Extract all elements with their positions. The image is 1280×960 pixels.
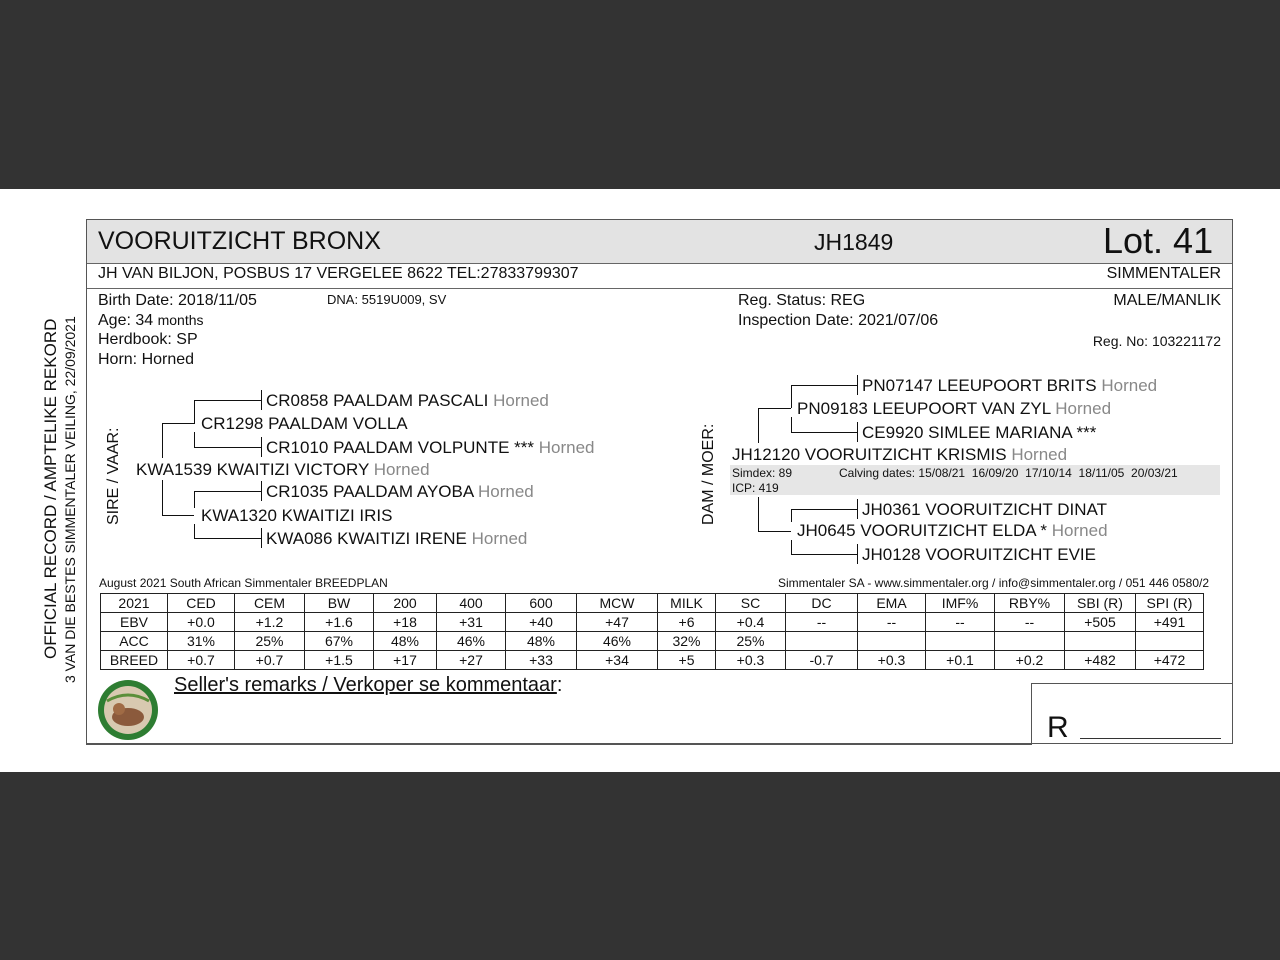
table-cell: 46%: [577, 632, 658, 651]
table-cell: +6: [658, 613, 716, 632]
pedigree-name: CR1010 PAALDAM VOLPUNTE ***: [266, 438, 535, 457]
table-cell: +0.7: [168, 651, 235, 670]
price-field[interactable]: [1047, 711, 1069, 745]
calving-dates: [839, 466, 1178, 480]
dam-dam: [797, 521, 1108, 541]
table-cell: --: [786, 613, 858, 632]
table-cell: +0.7: [235, 651, 305, 670]
table-cell: +0.1: [926, 651, 995, 670]
table-cell: +0.2: [995, 651, 1065, 670]
age-value: Age: 34: [98, 312, 154, 329]
breedplan-caption: August 2021 South African Simmentaler BREEDPLAN: [99, 576, 388, 590]
table-cell: +505: [1065, 613, 1136, 632]
table-cell: +27: [437, 651, 506, 670]
reg-number: Reg. No: 103221172: [1092, 333, 1221, 349]
table-header-row: [101, 594, 1204, 613]
seller-remarks-colon: :: [556, 674, 563, 696]
table-cell: +472: [1136, 651, 1204, 670]
dam-sire-sire: [862, 376, 1157, 396]
pedigree-name: KWA1320 KWAITIZI IRIS: [201, 506, 393, 525]
dam: [732, 445, 1067, 465]
pedigree-horn: Horned: [1055, 399, 1112, 418]
sire-dam: [201, 506, 392, 526]
calving-label: Calving dates:: [839, 466, 916, 480]
sire-sire: [201, 414, 408, 434]
dam-sire: [797, 399, 1111, 419]
price-blank[interactable]: [1080, 738, 1221, 739]
pedigree-horn: Horned: [373, 460, 430, 479]
table-cell: ACC: [101, 632, 168, 651]
table-row: [101, 651, 1204, 670]
age-unit: months: [157, 312, 204, 328]
table-header-cell: CED: [168, 594, 235, 613]
table-cell: +482: [1065, 651, 1136, 670]
society-logo: [97, 679, 159, 741]
dam-sire-dam: [862, 423, 1096, 443]
table-cell: [786, 632, 858, 651]
table-cell: --: [858, 613, 926, 632]
table-header-cell: MILK: [658, 594, 716, 613]
animal-name: VOORUITZICHT BRONX: [98, 227, 381, 255]
table-cell: +0.0: [168, 613, 235, 632]
table-header-cell: IMF%: [926, 594, 995, 613]
simdex: Simdex: 89: [732, 466, 793, 480]
table-cell: +47: [577, 613, 658, 632]
side-subtitle: 3 VAN DIE BESTES SIMMENTALER VEILING, 22/09/2021: [62, 316, 78, 683]
table-cell: +40: [506, 613, 577, 632]
table-cell: +0.3: [858, 651, 926, 670]
pedigree-horn: Horned: [1011, 445, 1068, 464]
table-cell: --: [926, 613, 995, 632]
table-cell: [1136, 632, 1204, 651]
table-row: [101, 613, 1204, 632]
table-header-cell: SPI (R): [1136, 594, 1204, 613]
sire-dam-sire: [266, 482, 534, 502]
table-cell: +31: [437, 613, 506, 632]
pedigree-name: PN09183 LEEUPOORT VAN ZYL: [797, 399, 1051, 418]
sire-sire-dam: [266, 438, 595, 458]
birth-date: Birth Date: 2018/11/05: [98, 292, 257, 309]
table-cell: 48%: [374, 632, 437, 651]
pedigree-name: JH0361 VOORUITZICHT DINAT: [862, 500, 1107, 519]
horn-status: Horn: Horned: [98, 351, 195, 368]
table-cell: 48%: [506, 632, 577, 651]
table-cell: +17: [374, 651, 437, 670]
pedigree-name: KWA1539 KWAITIZI VICTORY: [136, 460, 370, 479]
contact-caption: Simmentaler SA - www.simmentaler.org / info@simmentaler.org / 051 446 0580/2: [777, 576, 1209, 590]
table-header-cell: MCW: [577, 594, 658, 613]
sex: MALE/MANLIK: [1113, 292, 1221, 309]
table-header-cell: SBI (R): [1065, 594, 1136, 613]
reg-status: Reg. Status: REG: [738, 292, 866, 309]
animal-id: JH1849: [814, 229, 894, 255]
table-cell: EBV: [101, 613, 168, 632]
table-cell: [926, 632, 995, 651]
owner-details: JH VAN BILJON, POSBUS 17 VERGELEE 8622 TEL:27833799307: [98, 265, 579, 282]
table-cell: 32%: [658, 632, 716, 651]
pedigree-name: CR1035 PAALDAM AYOBA: [266, 482, 474, 501]
table-header-cell: 400: [437, 594, 506, 613]
table-cell: BREED: [101, 651, 168, 670]
table-cell: +34: [577, 651, 658, 670]
pedigree-name: CE9920 SIMLEE MARIANA ***: [862, 423, 1097, 442]
seller-remarks: [174, 674, 562, 697]
sire-dam-dam: [266, 529, 527, 549]
table-cell: [995, 632, 1065, 651]
pedigree-name: PN07147 LEEUPOORT BRITS: [862, 376, 1097, 395]
table-cell: -0.7: [786, 651, 858, 670]
dam-dam-sire: [862, 500, 1107, 520]
pedigree-name: CR1298 PAALDAM VOLLA: [201, 414, 408, 433]
sire-label: SIRE / VAAR:: [105, 427, 122, 525]
table-header-cell: RBY%: [995, 594, 1065, 613]
table-cell: 46%: [437, 632, 506, 651]
seller-remarks-label: Seller's remarks / Verkoper se kommentaar: [174, 674, 557, 696]
inspection-date: Inspection Date: 2021/07/06: [738, 312, 939, 329]
icp: ICP: 419: [732, 481, 779, 495]
table-cell: +491: [1136, 613, 1204, 632]
herdbook: Herdbook: SP: [98, 331, 198, 348]
table-cell: 25%: [235, 632, 305, 651]
table-cell: --: [995, 613, 1065, 632]
side-title: OFFICIAL RECORD / AMPTELIKE REKORD: [41, 318, 60, 659]
table-cell: [858, 632, 926, 651]
pedigree-horn: Horned: [1051, 521, 1108, 540]
table-header-cell: 200: [374, 594, 437, 613]
table-cell: +33: [506, 651, 577, 670]
pedigree-name: KWA086 KWAITIZI IRENE: [266, 529, 467, 548]
pedigree-horn: Horned: [471, 529, 528, 548]
pedigree-horn: Horned: [1101, 376, 1158, 395]
table-cell: +0.4: [716, 613, 786, 632]
pedigree-name: JH12120 VOORUITZICHT KRISMIS: [732, 445, 1007, 464]
table-header-cell: EMA: [858, 594, 926, 613]
table-cell: +0.3: [716, 651, 786, 670]
table-header-cell: SC: [716, 594, 786, 613]
sire: [136, 460, 430, 480]
table-cell: +18: [374, 613, 437, 632]
table-cell: +1.2: [235, 613, 305, 632]
table-header-cell: DC: [786, 594, 858, 613]
table-cell: 31%: [168, 632, 235, 651]
pedigree-horn: Horned: [538, 438, 595, 457]
pedigree-name: CR0858 PAALDAM PASCALI: [266, 391, 489, 410]
dna: DNA: 5519U009, SV: [327, 292, 447, 307]
table-header-cell: CEM: [235, 594, 305, 613]
breed: SIMMENTALER: [1106, 265, 1221, 282]
pedigree-horn: Horned: [477, 482, 534, 501]
table-cell: +5: [658, 651, 716, 670]
sire-sire-sire: [266, 391, 549, 411]
table-cell: 67%: [305, 632, 374, 651]
breedplan-table: [100, 593, 1204, 670]
table-header-cell: 2021: [101, 594, 168, 613]
age: [98, 312, 204, 330]
pedigree-name: JH0645 VOORUITZICHT ELDA *: [797, 521, 1048, 540]
table-header-cell: 600: [506, 594, 577, 613]
table-cell: +1.5: [305, 651, 374, 670]
table-cell: 25%: [716, 632, 786, 651]
lot-number: Lot. 41: [1103, 220, 1214, 261]
table-cell: +1.6: [305, 613, 374, 632]
pedigree-horn: Horned: [493, 391, 549, 410]
dam-dam-dam: [862, 545, 1096, 565]
price-prefix: R: [1047, 711, 1069, 744]
table-header-cell: BW: [305, 594, 374, 613]
table-row: [101, 632, 1204, 651]
pedigree-name: JH0128 VOORUITZICHT EVIE: [862, 545, 1096, 564]
dam-label: DAM / MOER:: [700, 423, 717, 525]
table-cell: [1065, 632, 1136, 651]
calving-values: 15/08/21 16/09/20 17/10/14 18/11/05 20/03/21: [918, 466, 1178, 480]
